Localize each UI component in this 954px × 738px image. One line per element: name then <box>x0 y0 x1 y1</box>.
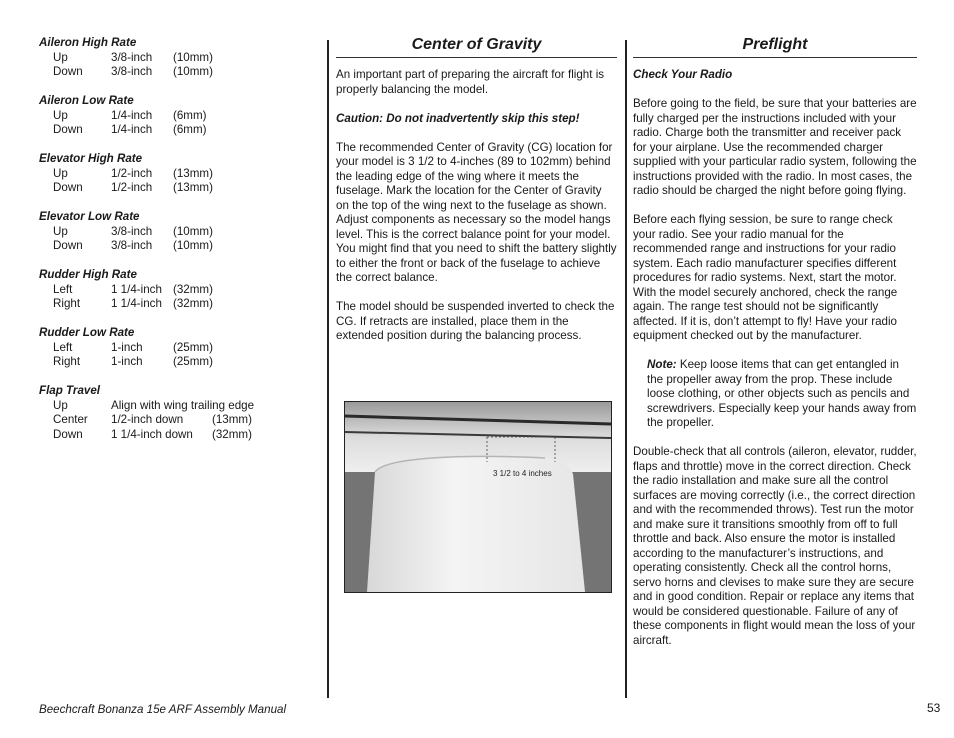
rate-throw: 1 1/4-inch <box>111 282 162 296</box>
rate-direction: Up <box>53 50 68 64</box>
rate-section <box>39 268 319 312</box>
rate-section <box>39 36 319 80</box>
rate-row <box>39 109 319 124</box>
rate-row <box>39 413 319 428</box>
rate-throw: 3/8-inch <box>111 65 153 78</box>
rate-throw: 1-inch <box>111 340 143 354</box>
rate-metric: (25mm) <box>173 355 213 368</box>
rate-metric: (6mm) <box>173 123 207 136</box>
column-divider-right <box>625 40 627 698</box>
rate-section <box>39 210 319 254</box>
rate-metric: (10mm) <box>173 224 213 238</box>
rate-direction: Down <box>53 65 83 78</box>
rate-direction: Right <box>53 355 81 368</box>
rate-section-title: Rudder Low Rate <box>39 326 135 339</box>
rate-row <box>39 399 319 414</box>
rate-throw: 1/2-inch <box>111 181 153 194</box>
rate-direction: Up <box>53 108 68 122</box>
rate-section-title: Elevator Low Rate <box>39 210 140 223</box>
rate-direction: Down <box>53 427 83 441</box>
rate-throw: 1 1/4-inch <box>111 297 162 310</box>
rate-throw: 3/8-inch <box>111 224 153 238</box>
rate-throw: 3/8-inch <box>111 50 153 64</box>
rate-row <box>39 283 319 298</box>
rate-row <box>39 51 319 66</box>
cg-intro-paragraph: An important part of preparing the aircraft for flight is properly balancing the model. <box>336 68 605 96</box>
rate-section <box>39 152 319 196</box>
page-number: 53 <box>927 701 941 715</box>
rate-row <box>39 167 319 182</box>
preflight-heading: Preflight <box>633 33 917 58</box>
rate-direction: Right <box>53 297 81 310</box>
preflight-batteries-paragraph: Before going to the field, be sure that your batteries are fully charged per the instructions included with your radio. Charge both the transmitter and receiver pack for your airplane. Use the recommended charger supplied with your particular radio system, following the instructions provided with the radio. In most cases, the radio should be charged the night before going flying. <box>633 97 917 197</box>
rate-direction: Down <box>53 239 83 252</box>
rate-throw: 1/4-inch <box>111 108 153 122</box>
rate-throw: 1 1/4-inch down <box>111 427 193 441</box>
rate-section-title: Aileron High Rate <box>39 36 137 49</box>
rate-direction: Up <box>53 398 68 412</box>
control-throws-column <box>39 36 319 457</box>
column-divider-left <box>327 40 329 698</box>
rate-metric: (32mm) <box>212 427 252 441</box>
rate-row <box>39 355 319 370</box>
rate-metric: (32mm) <box>173 297 213 310</box>
rate-row <box>39 239 319 254</box>
rate-row <box>39 123 319 138</box>
rate-throw: 1-inch <box>111 355 143 368</box>
rate-metric: (6mm) <box>173 108 207 122</box>
rate-throw: 1/2-inch <box>111 166 153 180</box>
center-of-gravity-section <box>336 33 617 358</box>
rate-row <box>39 341 319 356</box>
rate-direction: Left <box>53 282 73 296</box>
rate-direction: Up <box>53 166 68 180</box>
rate-metric: (10mm) <box>173 239 213 252</box>
rate-metric: (13mm) <box>173 181 213 194</box>
rate-section-title: Rudder High Rate <box>39 268 137 281</box>
rate-metric: (10mm) <box>173 50 213 64</box>
rate-direction: Down <box>53 181 83 194</box>
rate-row <box>39 181 319 196</box>
rate-direction: Up <box>53 224 68 238</box>
rate-section-title: Flap Travel <box>39 384 101 397</box>
check-radio-subheading: Check Your Radio <box>633 68 733 81</box>
rate-metric: (10mm) <box>173 65 213 78</box>
cg-location-paragraph: The recommended Center of Gravity (CG) location for your model is 3 1/2 to 4-inches (89 to 102mm) behind the leading edge of the wing where it meets the fuselage. Mark the location for the Center of Gravity on the top of the wing next to the fuselage as shown. Adjust components as necessary so the model hangs level. This is the correct balance point for your model. You might find that you need to shift the battery slightly to either the front or back of the fuselage to achieve the correct balance. <box>336 140 617 284</box>
footer-manual-title: Beechcraft Bonanza 15e ARF Assembly Manual <box>39 703 287 716</box>
note-label: Note: <box>647 358 677 371</box>
preflight-range-check-paragraph: Before each flying session, be sure to range check your radio. See your radio manual for the recommended range and instructions for your radio system. Each radio manufacturer specifies different procedures for radio systems. Next, start the motor. With the model securely anchored, check the range again. The range test should not be significantly affected. If it is, don’t attempt to fly! Have your radio equipment checked out by the manufacturer. <box>633 213 898 342</box>
rate-section-title: Elevator High Rate <box>39 152 143 165</box>
rate-metric: (13mm) <box>173 166 213 180</box>
rate-direction: Down <box>53 123 83 136</box>
rate-metric: (25mm) <box>173 340 213 354</box>
rate-row <box>39 225 319 240</box>
cg-heading: Center of Gravity <box>336 33 617 58</box>
rate-throw: 1/4-inch <box>111 123 153 136</box>
rate-throw: 3/8-inch <box>111 239 153 252</box>
preflight-controls-paragraph: Double-check that all controls (aileron, elevator, rudder, flaps and throttle) move in the correct direction. Check the radio installation and make sure all the control surfaces are moving correctly (i.e., the correct direction and with the recommended throws). Test run the motor and make sure it transitions smoothly from off to full throttle and back. Also ensure the motor is installed according to the manufacturer’s instructions, and operating consistently. Check all the control horns, servo horns and clevises to make sure they are secure and in good condition. Repair or replace any items that would be considered questionable. Failure of any of these components in flight would mean the loss of your aircraft. <box>633 445 917 647</box>
rate-section-title: Aileron Low Rate <box>39 94 134 107</box>
rate-section <box>39 384 319 442</box>
rate-row <box>39 297 319 312</box>
rate-throw: Align with wing trailing edge <box>111 398 255 412</box>
cg-caution: Caution: Do not inadvertently skip this step! <box>336 111 580 125</box>
rate-direction: Left <box>53 340 73 354</box>
preflight-note <box>647 358 917 431</box>
rate-section <box>39 94 319 138</box>
rate-direction: Center <box>53 413 88 426</box>
rate-throw: 1/2-inch down <box>111 413 184 426</box>
cg-suspend-paragraph: The model should be suspended inverted to check the CG. If retracts are installed, place them in the extended position during the balancing process. <box>336 300 615 342</box>
rate-row <box>39 428 319 443</box>
note-text: Keep loose items that can get entangled in the propeller away from the prop. These include loose clothing, or other objects such as pencils and screwdrivers. Especially keep your hands away from the propeller. <box>647 358 917 429</box>
preflight-section <box>633 33 917 663</box>
rate-metric: (32mm) <box>173 282 213 296</box>
rate-section <box>39 326 319 370</box>
cg-photo-label: 3 1/2 to 4 inches <box>493 469 552 478</box>
rate-metric: (13mm) <box>212 413 252 426</box>
rate-row <box>39 65 319 80</box>
cg-photo <box>344 401 612 593</box>
